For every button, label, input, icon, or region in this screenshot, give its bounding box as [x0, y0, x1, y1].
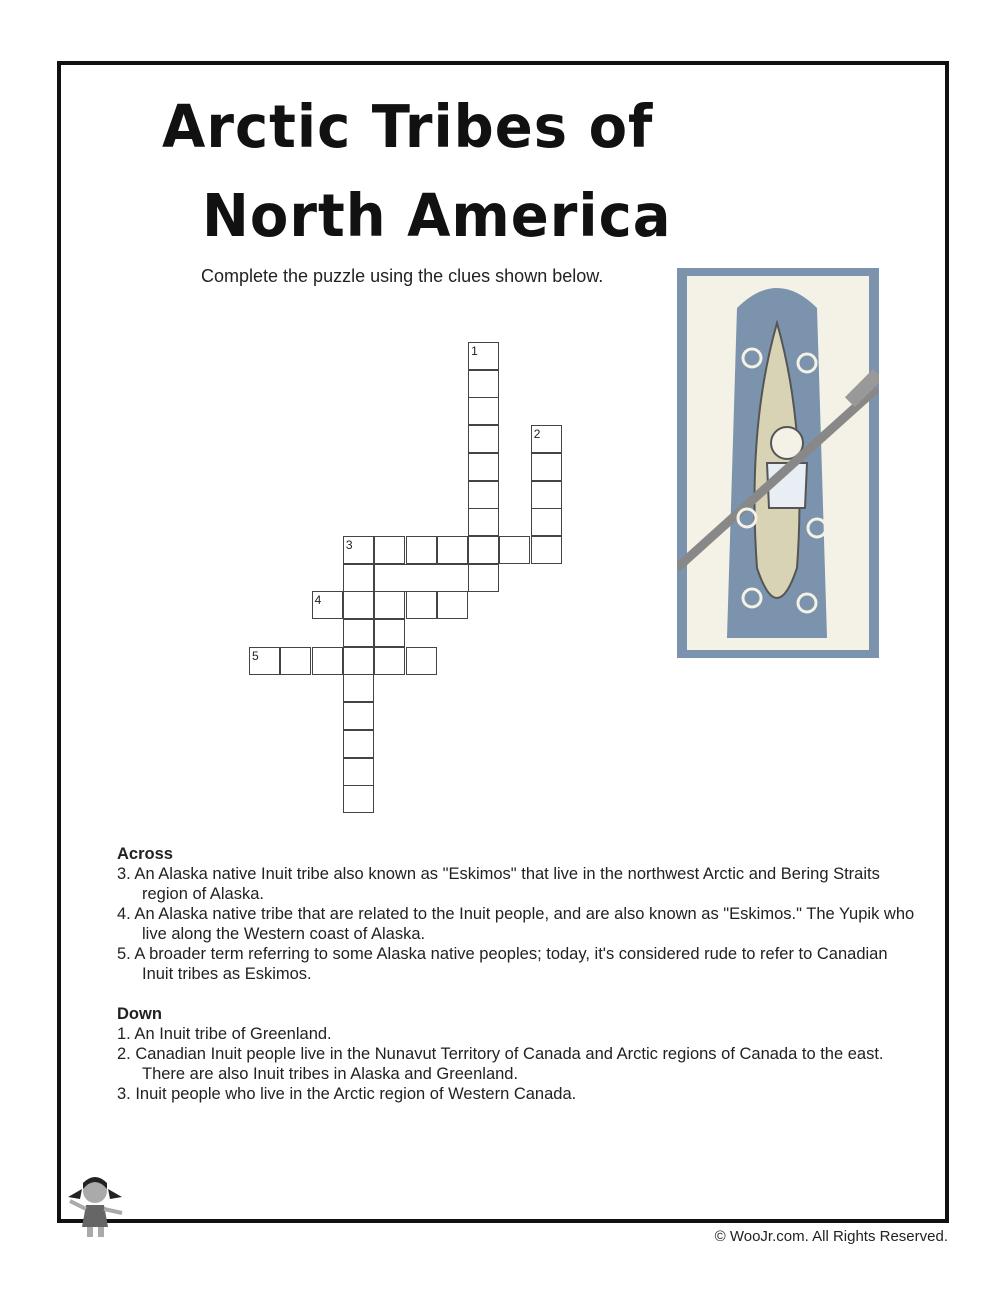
- across-clue-3: 3. An Alaska native Inuit tribe also known as "Eskimos" that live in the northwest Arctic and Bering Straits region of Alaska.: [117, 865, 880, 903]
- clues-section: [117, 844, 917, 1104]
- down-heading: Down: [117, 1005, 162, 1023]
- crossword-cell[interactable]: [531, 481, 562, 509]
- crossword-cell[interactable]: [406, 647, 437, 675]
- down-clue-2: 2. Canadian Inuit people live in the Nunavut Territory of Canada and Arctic regions of Canada to the east. There are also Inuit tribes in Alaska and Greenland.: [117, 1045, 884, 1083]
- crossword-cell[interactable]: [406, 536, 437, 564]
- clue-number: 1: [471, 344, 478, 358]
- crossword-cell[interactable]: [468, 481, 499, 509]
- crossword-cell[interactable]: [343, 536, 374, 564]
- crossword-cell[interactable]: [343, 758, 374, 786]
- title-line-2: North America: [202, 182, 672, 251]
- crossword-cell[interactable]: [468, 508, 499, 536]
- crossword-cell[interactable]: [343, 564, 374, 592]
- crossword-cell[interactable]: [374, 591, 405, 619]
- crossword-cell[interactable]: [280, 647, 311, 675]
- across-clue-5: 5. A broader term referring to some Alaska native peoples; today, it's considered rude to refer to Canadian Inuit tribes as Eskimos.: [117, 945, 888, 983]
- across-clue-4: 4. An Alaska native tribe that are related to the Inuit people, and are also known as "Eskimos." The Yupik who live along the Western coast of Alaska.: [117, 905, 915, 943]
- crossword-cell[interactable]: [468, 370, 499, 398]
- crossword-cell[interactable]: [343, 619, 374, 647]
- kayaker-illustration: [677, 268, 879, 658]
- crossword-cell[interactable]: [531, 453, 562, 481]
- crossword-cell[interactable]: [343, 702, 374, 730]
- clue-number: 2: [533, 427, 541, 442]
- down-clue-1: 1. An Inuit tribe of Greenland.: [117, 1025, 332, 1043]
- crossword-cell[interactable]: [374, 536, 405, 564]
- crossword-cell[interactable]: [531, 508, 562, 536]
- crossword-cell[interactable]: [374, 647, 405, 675]
- crossword-cell[interactable]: [312, 591, 343, 619]
- clue-number: 5: [252, 648, 259, 663]
- instructions: Complete the puzzle using the clues shown below.: [201, 266, 604, 286]
- crossword-cell[interactable]: [437, 536, 468, 564]
- across-heading: Across: [117, 845, 173, 863]
- girl-mascot-logo: [62, 1175, 128, 1239]
- crossword-cell[interactable]: [343, 674, 374, 702]
- crossword-cell[interactable]: [312, 647, 343, 675]
- crossword-cell[interactable]: [437, 591, 468, 619]
- crossword-cell[interactable]: [468, 342, 499, 370]
- crossword-cell[interactable]: [468, 564, 499, 592]
- crossword-cell[interactable]: [249, 647, 280, 675]
- crossword-cell[interactable]: [406, 591, 437, 619]
- crossword-cell[interactable]: [343, 785, 374, 813]
- crossword-cell[interactable]: [343, 647, 374, 675]
- crossword-cell[interactable]: [531, 425, 562, 453]
- crossword-cell[interactable]: [531, 536, 562, 564]
- crossword-cell[interactable]: [499, 536, 530, 564]
- title-line-1: Arctic Tribes of: [162, 93, 654, 162]
- crossword-cell[interactable]: [468, 453, 499, 481]
- crossword-cell[interactable]: [374, 619, 405, 647]
- clue-number: 4: [314, 593, 322, 608]
- crossword-cell[interactable]: [343, 591, 374, 619]
- crossword-cell[interactable]: [468, 425, 499, 453]
- clue-number: 3: [345, 537, 353, 552]
- crossword-cell[interactable]: [343, 730, 374, 758]
- down-clue-3: 3. Inuit people who live in the Arctic region of Western Canada.: [117, 1085, 577, 1103]
- copyright: © WooJr.com. All Rights Reserved.: [714, 1228, 948, 1245]
- crossword-cell[interactable]: [468, 397, 499, 425]
- crossword-cell[interactable]: [468, 536, 499, 564]
- crossword-blank-box: [374, 564, 469, 592]
